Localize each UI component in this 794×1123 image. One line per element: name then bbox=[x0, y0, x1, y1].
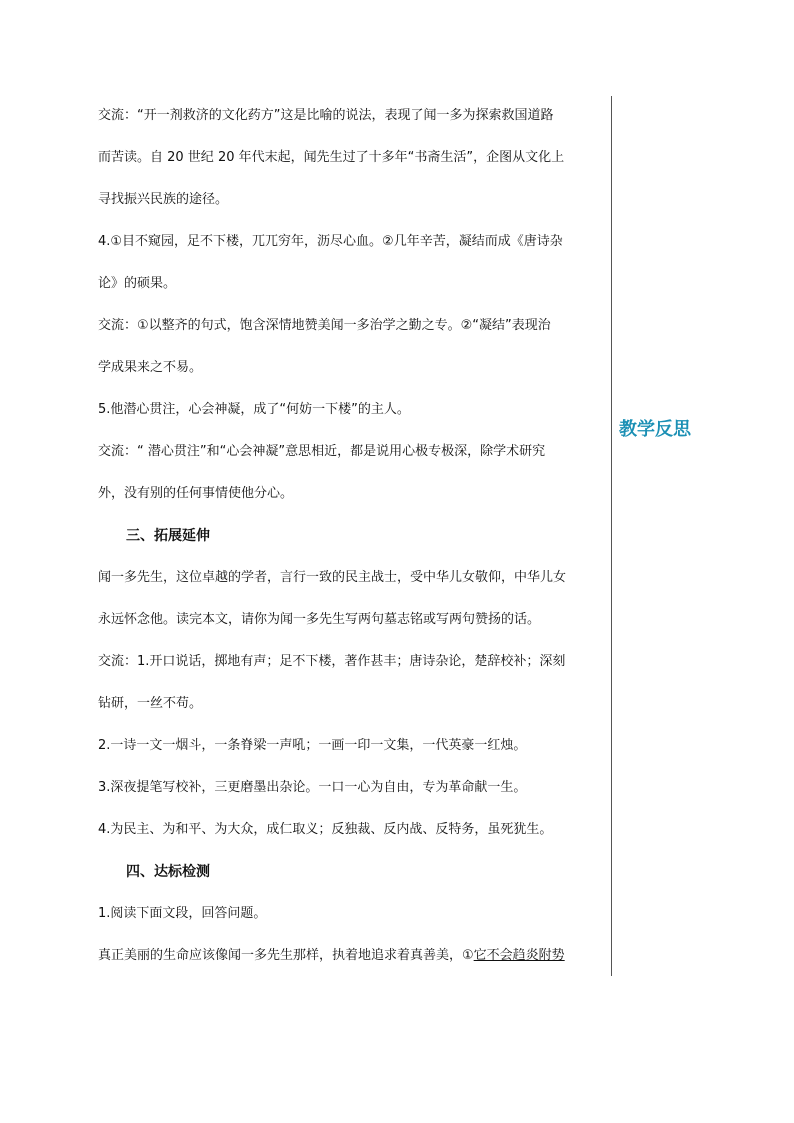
section-heading-extension: 三、拓展延伸 bbox=[126, 528, 210, 544]
text-line: 闻一多先生，这位卓越的学者，言行一致的民主战士，受中华儿女敬仰，中华儿女 bbox=[98, 570, 567, 585]
text-line: 外，没有别的任何事情使他分心。 bbox=[98, 486, 294, 501]
text-line: 5.他潜心贯注，心会神凝，成了“何妨一下楼”的主人。 bbox=[98, 402, 410, 417]
text-line-last bbox=[98, 946, 608, 966]
text-line: 2.一诗一文一烟斗，一条脊梁一声吼；一画一印一文集，一代英豪一红烛。 bbox=[98, 738, 527, 753]
text-line: 永远怀念他。读完本文，请你为闻一多先生写两句墓志铭或写两句赞扬的话。 bbox=[98, 612, 541, 627]
text-line: 钻研，一丝不苟。 bbox=[98, 696, 203, 711]
text-line: 论》的硕果。 bbox=[98, 276, 177, 291]
text-line: 而苦读。自 20 世纪 20 年代末起，闻先生过了十多年“书斋生活”，企图从文化上 bbox=[98, 150, 565, 165]
section-heading-assessment: 四、达标检测 bbox=[126, 864, 210, 880]
text-line: 1.阅读下面文段，回答问题。 bbox=[98, 906, 267, 921]
last-line-underlined: 它不会趋炎附势 bbox=[473, 948, 565, 963]
text-line: 交流：“ 潜心贯注”和“心会神凝”意思相近，都是说用心极专极深，除学术研究 bbox=[98, 444, 546, 459]
text-line: 交流：1.开口说话，掷地有声；足不下楼，著作甚丰；唐诗杂论，楚辞校补；深刻 bbox=[98, 654, 566, 669]
text-line: 3.深夜提笔写校补，三更磨墨出杂论。一口一心为自由，专为革命献一生。 bbox=[98, 780, 527, 795]
text-line: 交流：“开一剂救济的文化药方”这是比喻的说法，表现了闻一多为探索救国道路 bbox=[98, 108, 554, 123]
main-text-column bbox=[98, 96, 612, 976]
text-line: 4.为民主、为和平、为大众，成仁取义；反独裁、反内战、反特务，虽死犹生。 bbox=[98, 822, 553, 837]
teaching-reflection-label: 教学反思 bbox=[619, 419, 691, 440]
text-line: 4.①目不窥园，足不下楼，兀兀穷年，沥尽心血。②几年辛苦，凝结而成《唐诗杂 bbox=[98, 234, 563, 249]
text-line: 交流：①以整齐的句式，饱含深情地赞美闻一多治学之勤之专。②“凝结”表现治 bbox=[98, 318, 551, 333]
text-line: 寻找振兴民族的途径。 bbox=[98, 192, 229, 207]
last-line-plain: 真正美丽的生命应该像闻一多先生那样，执着地追求着真善美，① bbox=[98, 948, 474, 963]
text-line: 学成果来之不易。 bbox=[98, 360, 203, 375]
